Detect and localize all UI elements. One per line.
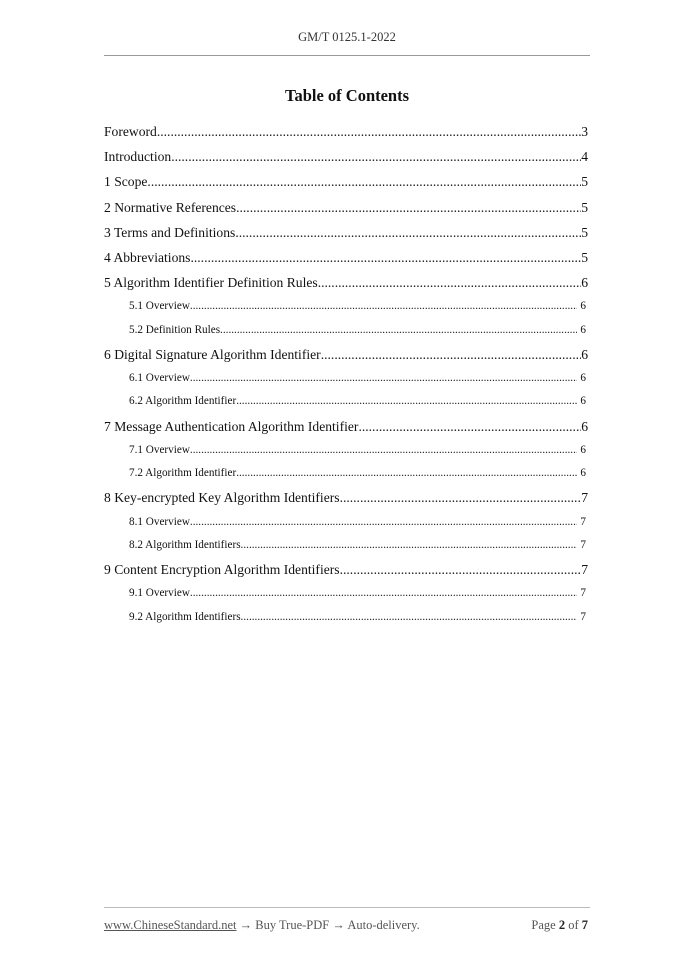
toc-entry[interactable] [104, 195, 588, 220]
toc-entry-label: 5 Algorithm Identifier Definition Rules [104, 275, 318, 291]
toc-entry-page: 5 [581, 249, 588, 265]
toc-entry-page: 6 [580, 443, 586, 456]
toc-entry-label: 9.2 Algorithm Identifiers [129, 610, 241, 623]
toc-entry-page: 5 [581, 199, 588, 215]
dot-leader [235, 220, 581, 245]
toc-entry-label: 5.1 Overview [129, 300, 190, 313]
toc-entry[interactable] [104, 119, 588, 144]
toc-subentry[interactable] [104, 534, 588, 557]
toc-entry-page: 7 [581, 562, 588, 578]
toc-subentry[interactable] [104, 319, 588, 342]
toc-entry-label: 8 Key-encrypted Key Algorithm Identifiers [104, 490, 340, 506]
dot-leader [340, 485, 582, 510]
toc-entry-page: 3 [581, 124, 588, 139]
toc-entry-page: 6 [581, 418, 588, 434]
toc-subentry[interactable] [104, 511, 588, 534]
dot-leader [147, 169, 581, 194]
toc-subentry[interactable] [104, 606, 588, 629]
footer-promo [104, 918, 420, 933]
dot-leader [190, 439, 578, 462]
dot-leader [340, 557, 582, 582]
toc-subentry[interactable] [104, 295, 588, 318]
toc-entry-label: Foreword [104, 124, 157, 139]
toc-subentry[interactable] [104, 462, 588, 485]
running-header: GM/T 0125.1-2022 [298, 30, 396, 44]
dot-leader [190, 245, 581, 270]
dot-leader [241, 606, 578, 629]
dot-leader [358, 414, 581, 439]
page-number [531, 918, 588, 933]
dot-leader [190, 511, 578, 534]
toc-subentry[interactable] [104, 390, 588, 413]
toc-entry-page: 5 [581, 174, 588, 190]
toc-entry-label: 2 Normative References [104, 199, 237, 215]
toc-entry-page: 4 [581, 149, 588, 165]
toc-entry-label: 6 Digital Signature Algorithm Identifier [104, 346, 321, 362]
toc-entry-label: 7 Message Authentication Algorithm Identifier [104, 418, 359, 434]
toc-entry[interactable] [104, 342, 588, 367]
arrow-icon: → [332, 918, 345, 932]
dot-leader [157, 119, 581, 144]
toc-entry-label: 6.1 Overview [129, 372, 190, 385]
toc-entry[interactable] [104, 220, 588, 245]
arrow-icon: → [239, 918, 253, 932]
toc-entry[interactable] [104, 414, 588, 439]
header-divider [104, 55, 590, 56]
toc-entry-label: 8.1 Overview [129, 515, 190, 528]
toc-entry-page: 7 [581, 490, 588, 506]
toc-entry-label: 1 Scope [104, 174, 148, 190]
toc-entry-label: 9.1 Overview [129, 587, 190, 600]
toc-entry-label: 8.2 Algorithm Identifiers [129, 538, 241, 551]
page-current: 2 [558, 918, 566, 932]
dot-leader [190, 582, 578, 605]
dot-leader [190, 367, 578, 390]
dot-leader [236, 195, 581, 220]
page-label: Page [531, 918, 556, 932]
toc-entry[interactable] [104, 144, 588, 169]
site-link[interactable]: www.ChineseStandard.net [104, 918, 237, 932]
toc-entry-label: 7.2 Algorithm Identifier [129, 467, 237, 480]
toc-entry-label: 3 Terms and Definitions [104, 224, 236, 240]
toc-entry-page: 7 [580, 610, 586, 623]
dot-leader [318, 270, 582, 295]
dot-leader [236, 390, 577, 413]
toc-entry[interactable] [104, 245, 588, 270]
toc-entry-page: 7 [580, 515, 586, 528]
dot-leader [190, 295, 578, 318]
toc-entry-page: 6 [580, 395, 586, 408]
toc-entry[interactable] [104, 169, 588, 194]
auto-delivery-text: Auto-delivery. [347, 918, 420, 932]
toc-entry-label: Introduction [104, 149, 172, 165]
toc-entry[interactable] [104, 485, 588, 510]
toc-entry[interactable] [104, 557, 588, 582]
toc-entry[interactable] [104, 270, 588, 295]
toc-subentry[interactable] [104, 439, 588, 462]
toc-entry-page: 6 [581, 275, 588, 291]
toc-entry-page: 5 [581, 224, 588, 240]
toc-entry-label: 6.2 Algorithm Identifier [129, 395, 237, 408]
toc-entry-label: 9 Content Encryption Algorithm Identifiers [104, 562, 340, 578]
dot-leader [171, 144, 581, 169]
of-label: of [568, 918, 579, 932]
page-total: 7 [581, 918, 588, 932]
toc-subentry[interactable] [104, 582, 588, 605]
toc-entry-page: 7 [580, 538, 586, 551]
footer-divider [104, 907, 590, 908]
toc-entry-page: 7 [580, 587, 586, 600]
toc-entry-page: 6 [580, 323, 586, 336]
page-footer [104, 918, 588, 933]
buy-pdf-text: Buy True-PDF [255, 918, 330, 932]
toc-entry-label: 7.1 Overview [129, 443, 190, 456]
toc-subentry[interactable] [104, 367, 588, 390]
toc-entry-page: 6 [581, 346, 588, 362]
toc-entry-label: 4 Abbreviations [104, 249, 191, 265]
dot-leader [220, 319, 577, 342]
page-title: Table of Contents [284, 86, 410, 105]
dot-leader [321, 342, 581, 367]
toc-entry-page: 6 [580, 300, 586, 313]
toc-entry-page: 6 [580, 467, 586, 480]
dot-leader [236, 462, 577, 485]
dot-leader [241, 534, 578, 557]
toc-entry-label: 5.2 Definition Rules [129, 323, 221, 336]
table-of-contents [104, 119, 588, 629]
toc-entry-page: 6 [580, 372, 586, 385]
